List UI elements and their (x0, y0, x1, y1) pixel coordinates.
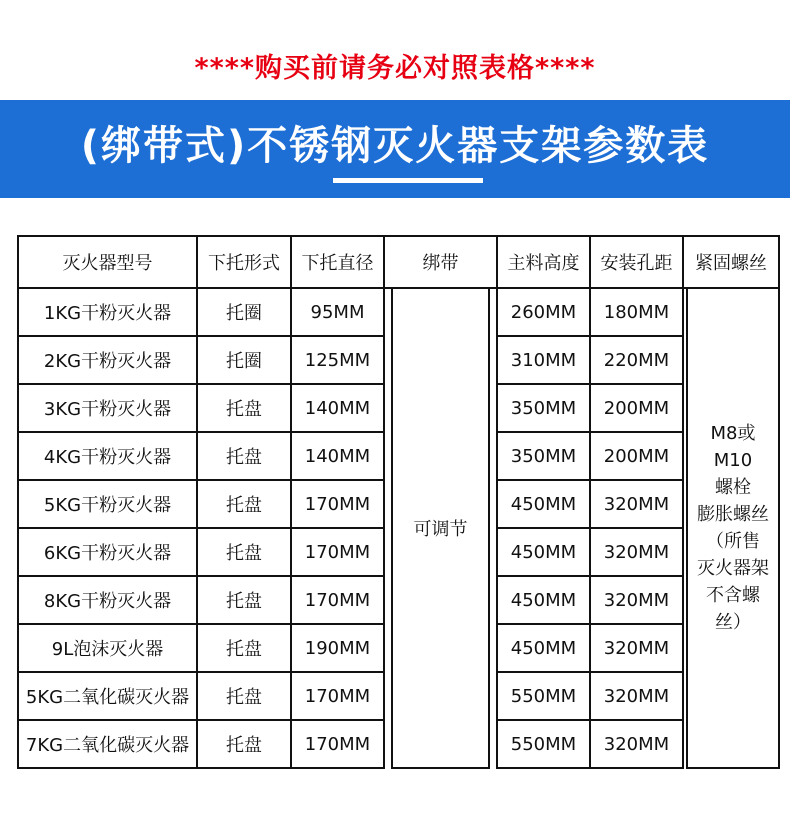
cell-main-height: 450MM (497, 624, 590, 672)
strap-gap-right (489, 288, 497, 768)
cell-tray-type: 托盘 (197, 480, 291, 528)
header-strap: 绑带 (384, 236, 497, 288)
screw-text-line: 灭火器架 (697, 558, 769, 579)
cell-tray-type: 托盘 (197, 720, 291, 768)
screw-text-line: （所售 (706, 531, 760, 552)
screw-text-line: 不含螺 (706, 585, 760, 606)
cell-tray-diameter: 170MM (291, 672, 384, 720)
cell-tray-diameter: 170MM (291, 480, 384, 528)
header-tray-type: 下托形式 (197, 236, 291, 288)
cell-model: 8KG干粉灭火器 (18, 576, 197, 624)
header-main-height: 主料高度 (497, 236, 590, 288)
cell-hole-spacing: 320MM (590, 720, 683, 768)
cell-main-height: 450MM (497, 480, 590, 528)
header-fastening-screw: 紧固螺丝 (683, 236, 779, 288)
table-header-row (18, 236, 779, 288)
purchase-notice: ****购买前请务必对照表格**** (194, 53, 596, 84)
cell-main-height: 260MM (497, 288, 590, 336)
screw-text-line: 丝） (715, 612, 751, 633)
cell-hole-spacing: 200MM (590, 432, 683, 480)
cell-main-height: 550MM (497, 672, 590, 720)
cell-hole-spacing: 220MM (590, 336, 683, 384)
cell-hole-spacing: 180MM (590, 288, 683, 336)
cell-main-height: 550MM (497, 720, 590, 768)
header-model: 灭火器型号 (18, 236, 197, 288)
cell-tray-diameter: 170MM (291, 720, 384, 768)
cell-tray-diameter: 190MM (291, 624, 384, 672)
screw-text-line: M10 (713, 450, 753, 471)
spec-table (17, 235, 780, 769)
cell-hole-spacing: 320MM (590, 480, 683, 528)
table-row (18, 288, 779, 336)
cell-hole-spacing: 320MM (590, 576, 683, 624)
cell-tray-diameter: 170MM (291, 576, 384, 624)
cell-model: 4KG干粉灭火器 (18, 432, 197, 480)
cell-tray-type: 托盘 (197, 576, 291, 624)
cell-hole-spacing: 200MM (590, 384, 683, 432)
cell-tray-diameter: 140MM (291, 432, 384, 480)
cell-model: 7KG二氧化碳灭火器 (18, 720, 197, 768)
cell-tray-type: 托盘 (197, 432, 291, 480)
title-underline (333, 178, 483, 183)
cell-model: 1KG干粉灭火器 (18, 288, 197, 336)
cell-tray-diameter: 125MM (291, 336, 384, 384)
cell-tray-type: 托盘 (197, 528, 291, 576)
screw-text-line: 膨胀螺丝 (697, 504, 769, 525)
cell-hole-spacing: 320MM (590, 528, 683, 576)
header-tray-diameter: 下托直径 (291, 236, 384, 288)
cell-tray-diameter: 95MM (291, 288, 384, 336)
cell-model: 6KG干粉灭火器 (18, 528, 197, 576)
cell-tray-type: 托盘 (197, 624, 291, 672)
cell-main-height: 310MM (497, 336, 590, 384)
screw-text-line: M8或 (710, 423, 756, 444)
cell-strap: 可调节 (392, 288, 489, 768)
cell-hole-spacing: 320MM (590, 672, 683, 720)
header-hole-spacing: 安装孔距 (590, 236, 683, 288)
cell-tray-type: 托盘 (197, 672, 291, 720)
cell-fastening-screw (687, 288, 779, 768)
cell-tray-type: 托盘 (197, 384, 291, 432)
cell-model: 9L泡沫灭火器 (18, 624, 197, 672)
strap-gap-left (384, 288, 392, 768)
cell-main-height: 450MM (497, 576, 590, 624)
title-banner (0, 100, 790, 198)
cell-tray-type: 托圈 (197, 336, 291, 384)
cell-tray-diameter: 140MM (291, 384, 384, 432)
cell-main-height: 350MM (497, 384, 590, 432)
cell-tray-type: 托圈 (197, 288, 291, 336)
cell-tray-diameter: 170MM (291, 528, 384, 576)
cell-model: 2KG干粉灭火器 (18, 336, 197, 384)
cell-main-height: 350MM (497, 432, 590, 480)
screw-text-line: 螺栓 (715, 477, 751, 498)
cell-model: 5KG二氧化碳灭火器 (18, 672, 197, 720)
cell-main-height: 450MM (497, 528, 590, 576)
cell-model: 5KG干粉灭火器 (18, 480, 197, 528)
page-title: (绑带式)不锈钢灭火器支架参数表 (80, 123, 710, 169)
cell-hole-spacing: 320MM (590, 624, 683, 672)
cell-model: 3KG干粉灭火器 (18, 384, 197, 432)
